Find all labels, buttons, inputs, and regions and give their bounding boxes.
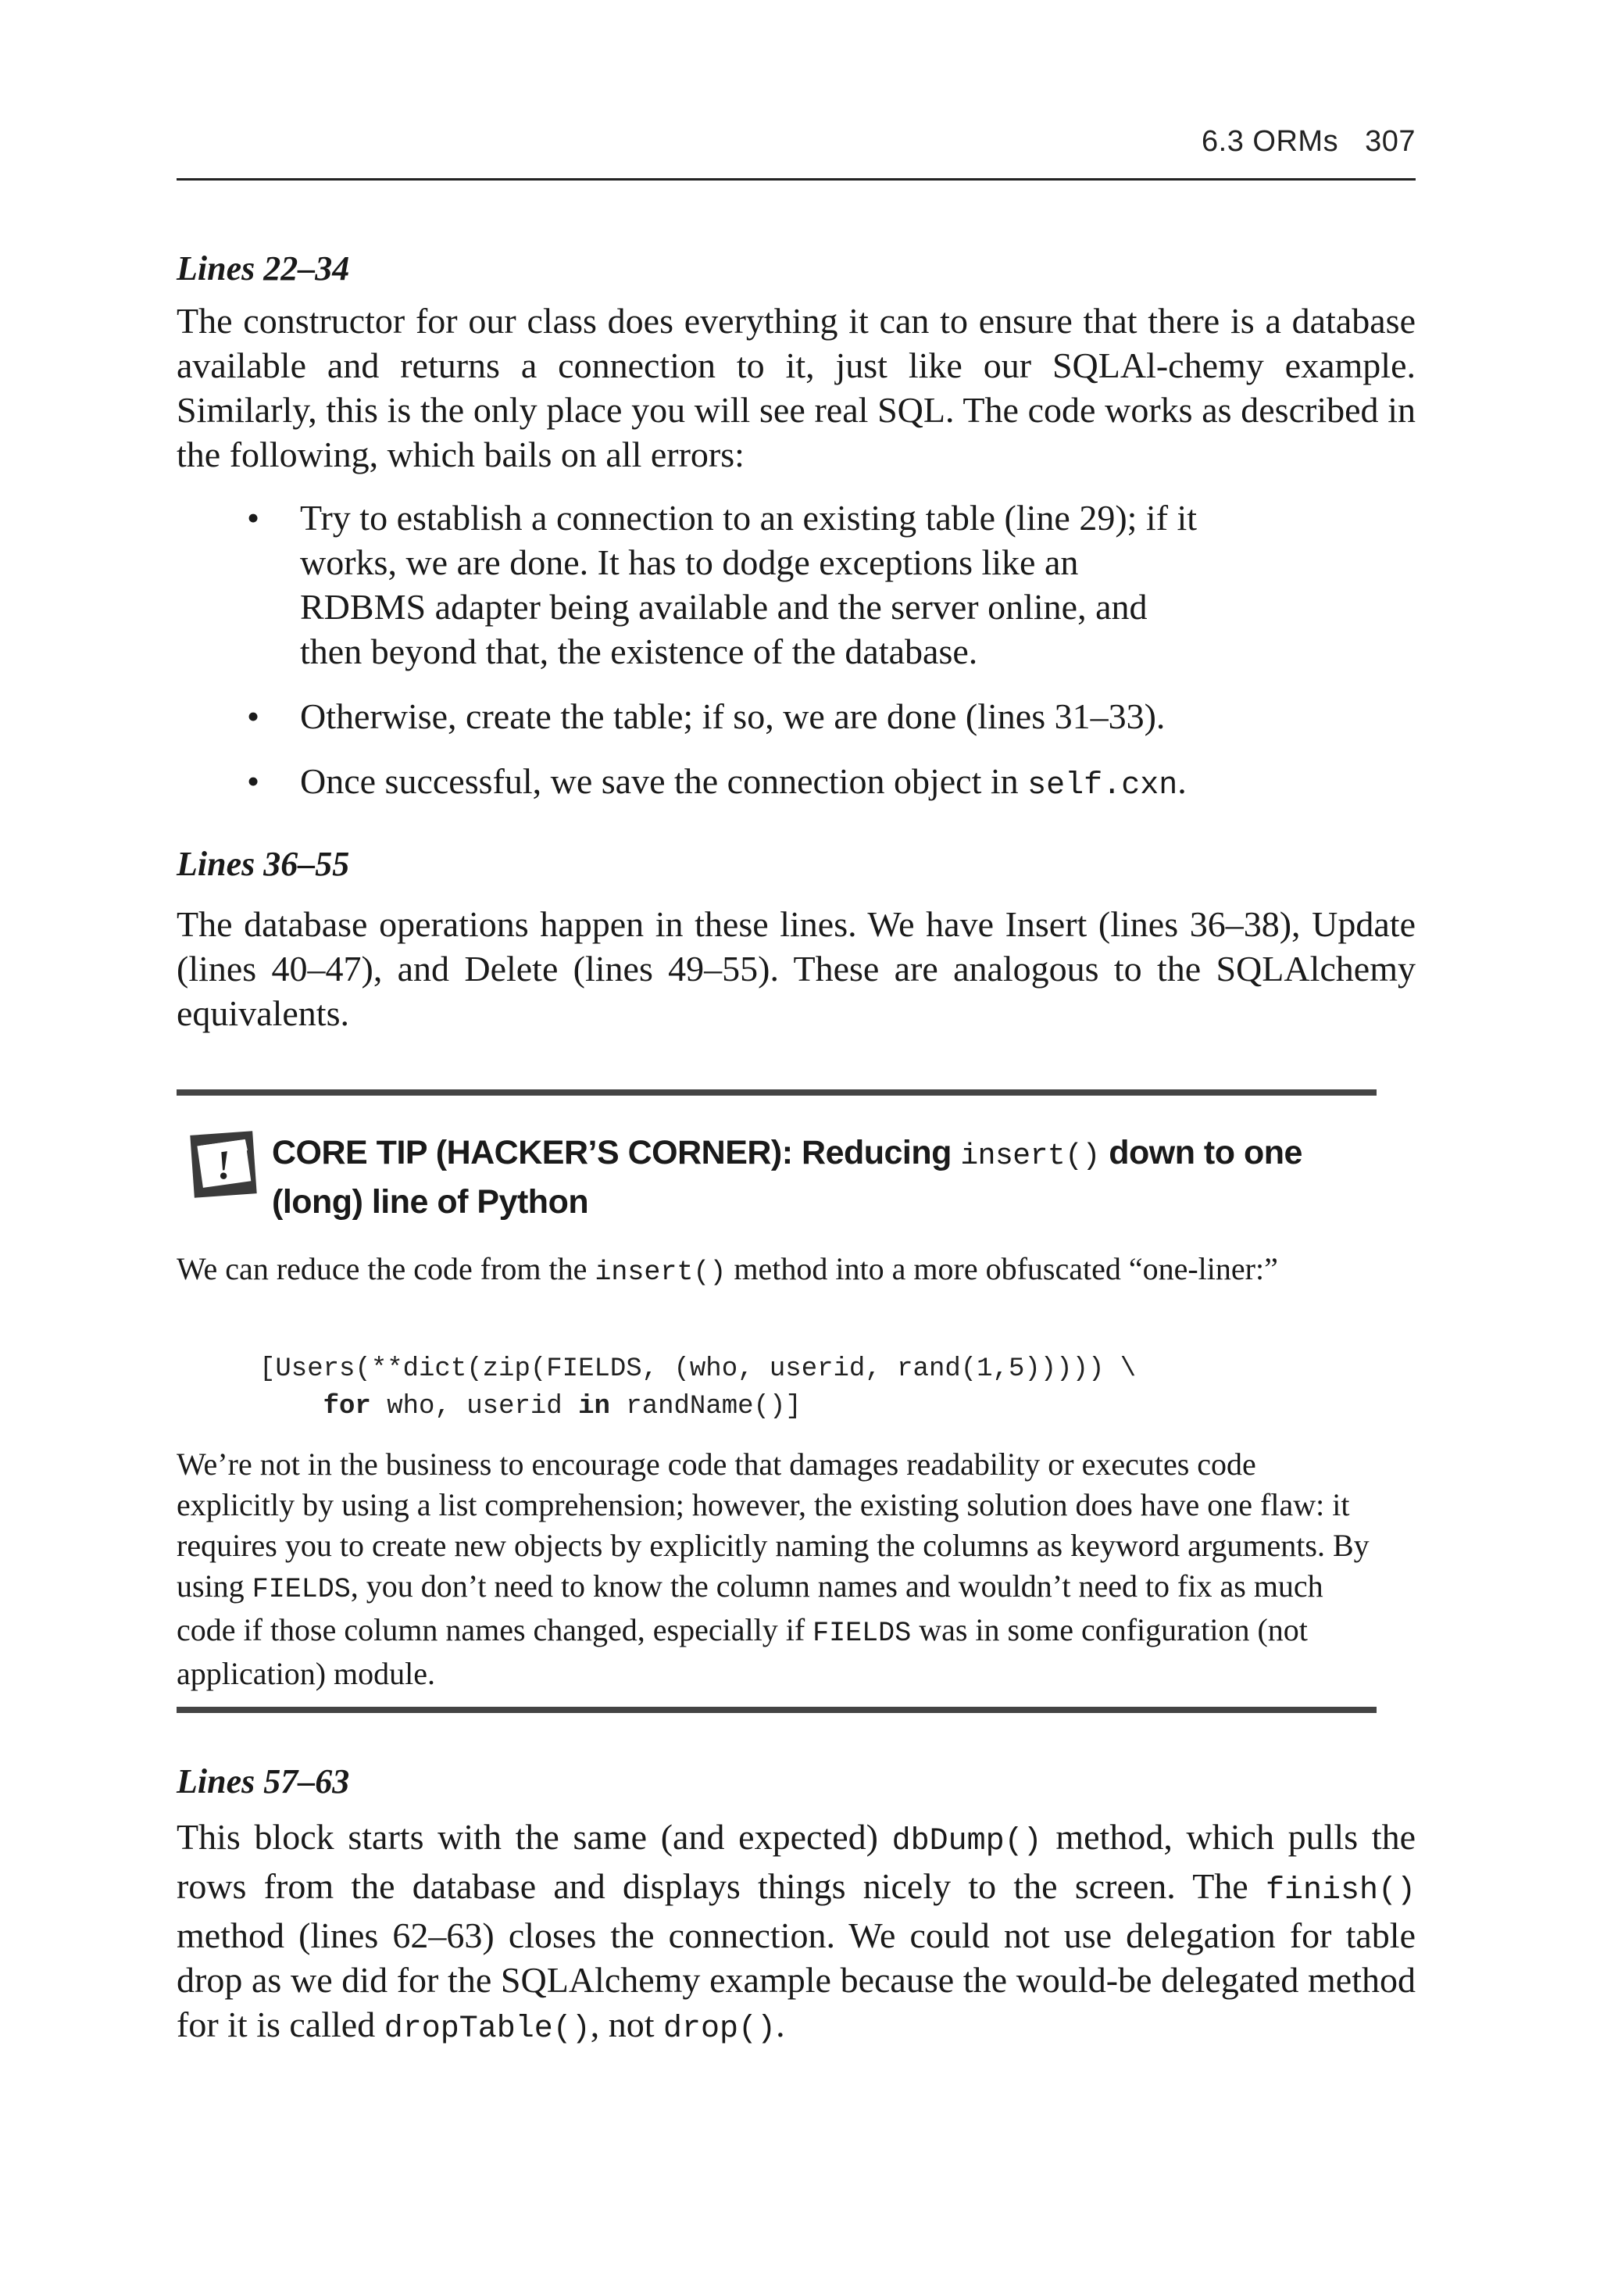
bullet-icon: • (247, 761, 260, 801)
bullet-icon: • (247, 498, 260, 538)
header-rule (177, 178, 1416, 181)
tip-body: We’re not in the business to encourage code that damages readability or executes code explicitly by using a list comprehension; however, the existing solution does have one flaw: it requires you to create new objects by explicitly naming the columns as keyword arguments. By using FIELDS, you don’t need to know the column names and wouldn’t need to fix as much code if those column names changed, especially if FIELDS was in some configuration (not application) module. (177, 1447, 1370, 1691)
bullet-list (177, 495, 1416, 808)
section-label: 6.3 ORMs (1202, 125, 1339, 158)
list-item: • Otherwise, create the table; if so, we are done (lines 31–33). (177, 694, 1416, 739)
tip-top-rule (177, 1089, 1377, 1096)
section-heading-lines-57-63: Lines 57–63 (177, 1762, 350, 1801)
bullet-icon: • (247, 696, 260, 736)
keyword: for (323, 1392, 371, 1422)
list-item: • Try to establish a connection to an existing table (line 29); if it works, we are done. It has to dodge exceptions like an RDBMS adapter being available and the server online, and then beyond that, the existence of the database. (177, 495, 1416, 674)
inline-code: finish() (1265, 1873, 1416, 1908)
section-paragraph: This block starts with the same (and expected) dbDump() method, which pulls the rows from the database and displays things nicely to the screen. The finish() method (lines 62–63) closes the connection. We could not use delegation for table drop as we did for the SQLAlchemy example because the would-be delegated method for it is called dropTable(), not drop(). (177, 1817, 1416, 2047)
inline-code: self.cxn (1027, 768, 1178, 803)
tip-intro: We can reduce the code from the insert() method into a more obfuscated “one-liner:” (177, 1251, 1278, 1288)
code-block: [Users(**dict(zip(FIELDS, (who, userid, rand(1,5))))) \ for who, userid in randName()] (259, 1354, 1137, 1422)
inline-code: dbDump() (891, 1824, 1042, 1859)
inline-code: FIELDS (252, 1574, 351, 1605)
list-item: • Once successful, we save the connection object in self.cxn. (177, 759, 1416, 808)
tip-bottom-rule (177, 1707, 1377, 1713)
section-paragraph: The database operations happen in these lines. We have Insert (lines 36–38), Update (lines 40–47), and Delete (lines 49–55). These are analogous to the SQLAlchemy equivalents. (177, 904, 1416, 1033)
inline-code: insert() (595, 1257, 727, 1288)
page-number: 307 (1365, 125, 1416, 158)
section-heading-lines-22-34: Lines 22–34 (177, 249, 350, 288)
inline-code: drop() (663, 2012, 777, 2047)
inline-code: insert() (960, 1139, 1100, 1173)
section-heading-lines-36-55: Lines 36–55 (177, 845, 350, 883)
svg-text:!: ! (212, 1142, 235, 1189)
exclamation-note-icon (188, 1128, 259, 1200)
tip-title: CORE TIP (HACKER’S CORNER): Reducing insert() down to one (long) line of Python (272, 1134, 1302, 1221)
running-header (1202, 125, 1416, 159)
inline-code: dropTable() (384, 2012, 591, 2047)
section-paragraph: The constructor for our class does everything it can to ensure that there is a database available and returns a connection to it, just like our SQLAl-chemy example. Similarly, this is the only place you will see real SQL. The code works as described in the following, which bails on all errors: (177, 301, 1416, 474)
keyword: in (578, 1392, 610, 1422)
inline-code: FIELDS (812, 1618, 912, 1649)
